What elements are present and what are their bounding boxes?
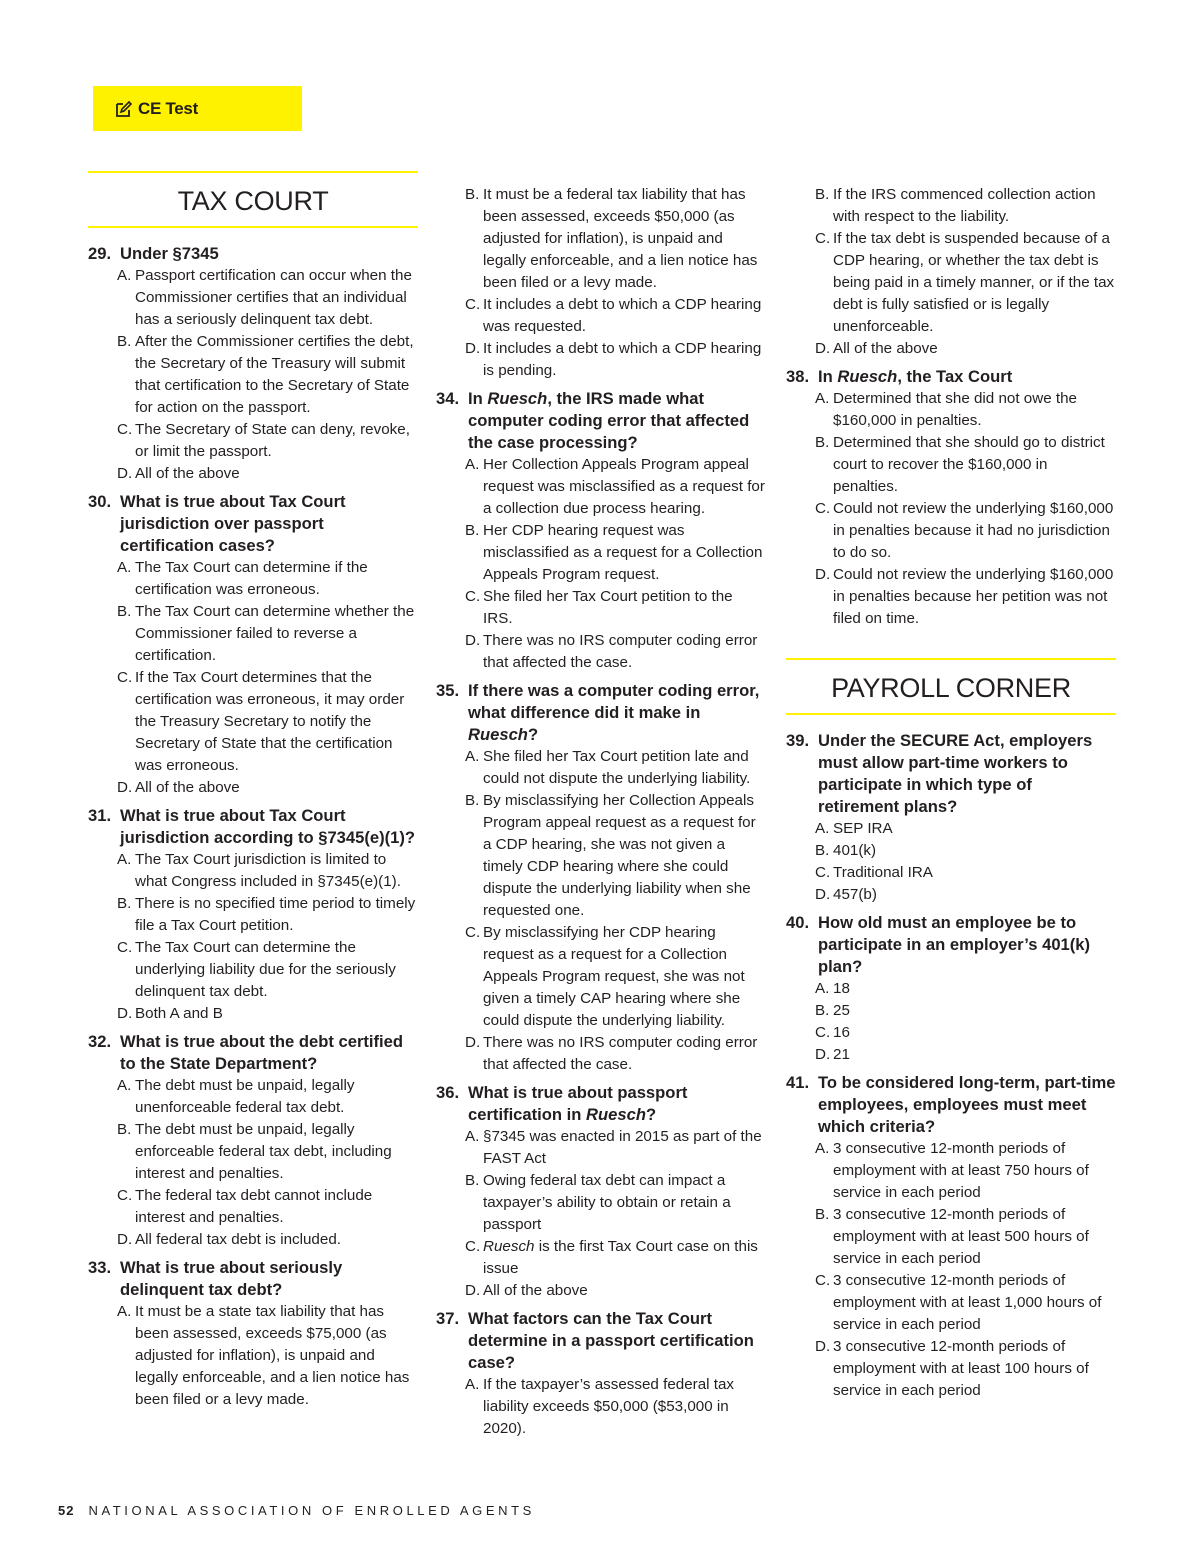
section-title: PAYROLL CORNER	[831, 673, 1071, 703]
answer-option	[88, 1003, 418, 1025]
answer-option	[436, 630, 766, 674]
option-text: If the Tax Court determines that the certification was erroneous, it may order the Treasury Secretary to notify the Secretary of State that the certification was erroneous.	[135, 669, 405, 774]
option-text: The Tax Court can determine the underlying liability due for the seriously delinquent tax debt.	[135, 939, 396, 1000]
question-heading	[88, 1257, 418, 1301]
answer-option	[88, 1301, 418, 1411]
question-text: What is true about Tax Court jurisdiction over passport certification cases?	[120, 492, 346, 555]
answer-option	[436, 1170, 766, 1236]
question-heading	[88, 805, 418, 849]
option-letter: C.	[815, 230, 831, 247]
answer-option	[88, 463, 418, 485]
answer-option	[88, 1229, 418, 1251]
option-text: 401(k)	[833, 842, 877, 859]
option-text: The Secretary of State can deny, revoke, or limit the passport.	[135, 421, 410, 460]
option-letter: D.	[465, 1282, 481, 1299]
answer-option	[436, 790, 766, 922]
answer-option	[436, 184, 766, 294]
question-number: 37.	[436, 1309, 460, 1328]
pencil-square-icon	[115, 100, 133, 118]
column-1	[88, 183, 418, 1417]
option-letter: C.	[815, 1024, 831, 1041]
question-heading	[88, 1031, 418, 1075]
question-text: In Ruesch, the IRS made what computer coding error that affected the case processing?	[468, 389, 750, 452]
answer-option	[88, 849, 418, 893]
answer-option	[436, 1236, 766, 1280]
option-letter: A.	[815, 390, 830, 407]
answer-option	[88, 1075, 418, 1119]
option-text: By misclassifying her CDP hearing request as a request for a Collection Appeals Program request, she was not given a timely CAP hearing where she could dispute the underlying liability.	[483, 924, 745, 1029]
question-34	[436, 388, 766, 674]
answer-option	[786, 564, 1116, 630]
answer-option	[786, 1000, 1116, 1022]
answer-option	[88, 893, 418, 937]
question-33	[88, 1257, 418, 1411]
column-3	[786, 184, 1116, 1408]
answer-option	[786, 1204, 1116, 1270]
option-text: The debt must be unpaid, legally enforceable federal tax debt, including interest and penalties.	[135, 1121, 392, 1182]
option-text: She filed her Tax Court petition late and could not dispute the underlying liability.	[483, 748, 751, 787]
question-31	[88, 805, 418, 1025]
option-letter: B.	[465, 186, 480, 203]
question-36	[436, 1082, 766, 1302]
question-text: Under §7345	[120, 244, 219, 263]
option-letter: C.	[117, 1187, 133, 1204]
question-text: Under the SECURE Act, employers must allow part-time workers to participate in which type of retirement plans?	[818, 731, 1093, 816]
option-letter: A.	[465, 1376, 480, 1393]
answer-option	[436, 1032, 766, 1076]
answer-option	[88, 1119, 418, 1185]
option-text: There was no IRS computer coding error that affected the case.	[483, 632, 758, 671]
question-number: 29.	[88, 244, 112, 263]
option-letter: C.	[465, 588, 481, 605]
question-text: What is true about seriously delinquent tax debt?	[120, 1258, 343, 1299]
option-text: Determined that she should go to district court to recover the $160,000 in penalties.	[833, 434, 1105, 495]
question-text: In Ruesch, the Tax Court	[818, 367, 1013, 386]
option-text: 3 consecutive 12-month periods of employment with at least 750 hours of service in each period	[833, 1140, 1089, 1201]
option-text: 25	[833, 1002, 850, 1019]
question-number: 34.	[436, 389, 460, 408]
option-letter: D.	[117, 779, 133, 796]
option-letter: A.	[117, 1077, 132, 1094]
option-letter: B.	[117, 603, 132, 620]
answer-option	[786, 978, 1116, 1000]
question-number: 31.	[88, 806, 112, 825]
answer-option	[436, 1126, 766, 1170]
question-32	[88, 1031, 418, 1251]
answer-option	[786, 228, 1116, 338]
question-text: What factors can the Tax Court determine in a passport certification case?	[468, 1309, 754, 1372]
option-text: Ruesch is the first Tax Court case on this issue	[483, 1238, 758, 1277]
option-text: It includes a debt to which a CDP hearing is pending.	[483, 340, 762, 379]
question-38	[786, 366, 1116, 630]
option-letter: A.	[465, 748, 480, 765]
option-text: Traditional IRA	[833, 864, 933, 881]
question-text: If there was a computer coding error, what difference did it make in Ruesch?	[468, 681, 760, 744]
option-text: 3 consecutive 12-month periods of employment with at least 500 hours of service in each period	[833, 1206, 1089, 1267]
option-text: 16	[833, 1024, 850, 1041]
question-heading	[88, 243, 418, 265]
question-text: What is true about passport certification in Ruesch?	[468, 1083, 688, 1124]
section-header	[88, 171, 418, 228]
option-text: 21	[833, 1046, 850, 1063]
option-text: 457(b)	[833, 886, 877, 903]
option-letter: C.	[117, 421, 133, 438]
option-text: It must be a federal tax liability that has been assessed, exceeds $50,000 (as adjusted for inflation), is unpaid and legally enforceable, and a lien notice has been filed or a levy made.	[483, 186, 758, 291]
option-text: The Tax Court jurisdiction is limited to what Congress included in §7345(e)(1).	[135, 851, 401, 890]
answer-option	[88, 601, 418, 667]
option-letter: D.	[465, 1034, 481, 1051]
answer-option	[436, 454, 766, 520]
option-text: All of the above	[833, 340, 938, 357]
answer-option	[786, 498, 1116, 564]
option-letter: A.	[117, 559, 132, 576]
answer-option	[88, 331, 418, 419]
option-letter: A.	[815, 820, 830, 837]
option-letter: C.	[465, 1238, 481, 1255]
option-letter: C.	[465, 296, 481, 313]
option-letter: D.	[815, 340, 831, 357]
option-text: SEP IRA	[833, 820, 893, 837]
answer-option	[786, 1336, 1116, 1402]
question-number: 35.	[436, 681, 460, 700]
question-number: 38.	[786, 367, 810, 386]
option-letter: B.	[117, 333, 132, 350]
continued-options	[436, 184, 766, 382]
answer-option	[786, 1044, 1116, 1066]
question-heading	[436, 1308, 766, 1374]
option-text: 18	[833, 980, 850, 997]
question-heading	[786, 1072, 1116, 1138]
option-text: It must be a state tax liability that has been assessed, exceeds $75,000 (as adjusted for inflation), is unpaid and legally enforceable, and a lien notice has been filed or a levy made.	[135, 1303, 410, 1408]
option-text: The debt must be unpaid, legally unenforceable federal tax debt.	[135, 1077, 355, 1116]
section-title: TAX COURT	[177, 186, 329, 216]
answer-option	[786, 184, 1116, 228]
option-letter: D.	[815, 1338, 831, 1355]
question-number: 33.	[88, 1258, 112, 1277]
question-heading	[88, 491, 418, 557]
option-letter: C.	[465, 924, 481, 941]
question-35	[436, 680, 766, 1076]
question-number: 40.	[786, 913, 810, 932]
question-heading	[436, 680, 766, 746]
question-text: What is true about Tax Court jurisdiction according to §7345(e)(1)?	[120, 806, 416, 847]
answer-option	[436, 338, 766, 382]
option-text: Both A and B	[135, 1005, 223, 1022]
question-39	[786, 730, 1116, 906]
option-letter: D.	[815, 1046, 831, 1063]
answer-option	[786, 1022, 1116, 1044]
option-text: 3 consecutive 12-month periods of employment with at least 100 hours of service in each period	[833, 1338, 1089, 1399]
option-letter: A.	[815, 980, 830, 997]
question-29	[88, 243, 418, 485]
option-text: She filed her Tax Court petition to the IRS.	[483, 588, 733, 627]
option-letter: B.	[815, 434, 830, 451]
answer-option	[436, 746, 766, 790]
option-letter: B.	[117, 895, 132, 912]
option-letter: B.	[815, 842, 830, 859]
answer-option	[88, 777, 418, 799]
option-letter: D.	[117, 1231, 133, 1248]
option-text: There is no specified time period to timely file a Tax Court petition.	[135, 895, 416, 934]
option-letter: B.	[465, 1172, 480, 1189]
answer-option	[88, 557, 418, 601]
option-letter: B.	[465, 792, 480, 809]
question-41	[786, 1072, 1116, 1402]
option-text: 3 consecutive 12-month periods of employment with at least 1,000 hours of service in each period	[833, 1272, 1102, 1333]
option-text: Her Collection Appeals Program appeal request was misclassified as a request for a collection due process hearing.	[483, 456, 765, 517]
option-text: By misclassifying her Collection Appeals Program appeal request as a request for a CDP hearing, she was not given a timely CDP hearing where she could dispute the underlying liability when she requested one.	[483, 792, 756, 919]
question-30	[88, 491, 418, 799]
question-number: 32.	[88, 1032, 112, 1051]
option-text: If the tax debt is suspended because of a CDP hearing, or whether the tax debt is being paid in a timely manner, or if the tax debt is fully satisfied or is legally unenforceable.	[833, 230, 1115, 335]
answer-option	[786, 388, 1116, 432]
page-number: 52	[58, 1503, 75, 1518]
option-letter: C.	[815, 1272, 831, 1289]
question-heading	[786, 366, 1116, 388]
question-heading	[436, 1082, 766, 1126]
column-2	[436, 184, 766, 1446]
option-text: All of the above	[483, 1282, 588, 1299]
option-letter: A.	[117, 851, 132, 868]
question-heading	[436, 388, 766, 454]
section-header	[786, 658, 1116, 715]
answer-option	[436, 586, 766, 630]
option-text: The federal tax debt cannot include interest and penalties.	[135, 1187, 373, 1226]
publication-name: NATIONAL ASSOCIATION OF ENROLLED AGENTS	[88, 1503, 535, 1518]
answer-option	[786, 862, 1116, 884]
option-letter: D.	[117, 1005, 133, 1022]
option-letter: D.	[815, 566, 831, 583]
option-text: It includes a debt to which a CDP hearing was requested.	[483, 296, 762, 335]
answer-option	[436, 1374, 766, 1440]
option-text: All federal tax debt is included.	[135, 1231, 341, 1248]
answer-option	[786, 338, 1116, 360]
option-letter: A.	[815, 1140, 830, 1157]
question-40	[786, 912, 1116, 1066]
question-number: 36.	[436, 1083, 460, 1102]
answer-option	[88, 265, 418, 331]
badge-label: CE Test	[138, 98, 198, 118]
option-letter: A.	[117, 267, 132, 284]
option-text: If the IRS commenced collection action with respect to the liability.	[833, 186, 1096, 225]
option-letter: C.	[117, 669, 133, 686]
option-letter: B.	[815, 1206, 830, 1223]
option-text: There was no IRS computer coding error that affected the case.	[483, 1034, 758, 1073]
option-letter: B.	[815, 186, 830, 203]
question-text: What is true about the debt certified to the State Department?	[120, 1032, 404, 1073]
option-text: Could not review the underlying $160,000 in penalties because it had no jurisdiction to do so.	[833, 500, 1114, 561]
option-letter: B.	[117, 1121, 132, 1138]
option-text: Her CDP hearing request was misclassified as a request for a Collection Appeals Program request.	[483, 522, 763, 583]
option-letter: D.	[815, 886, 831, 903]
option-text: Determined that she did not owe the $160,000 in penalties.	[833, 390, 1077, 429]
answer-option	[436, 520, 766, 586]
question-number: 41.	[786, 1073, 810, 1092]
page-footer	[58, 1503, 535, 1518]
option-text: All of the above	[135, 465, 240, 482]
question-heading	[786, 912, 1116, 978]
answer-option	[436, 294, 766, 338]
option-letter: D.	[465, 632, 481, 649]
question-number: 39.	[786, 731, 810, 750]
answer-option	[786, 818, 1116, 840]
option-letter: B.	[465, 522, 480, 539]
answer-option	[786, 884, 1116, 906]
question-text: To be considered long-term, part-time employees, employees must meet which criteria?	[818, 1073, 1116, 1136]
option-text: The Tax Court can determine whether the Commissioner failed to reverse a certification.	[135, 603, 415, 664]
answer-option	[786, 840, 1116, 862]
option-text: Owing federal tax debt can impact a taxpayer’s ability to obtain or retain a passport	[483, 1172, 731, 1233]
option-letter: B.	[815, 1002, 830, 1019]
question-number: 30.	[88, 492, 112, 511]
option-text: Passport certification can occur when the Commissioner certifies that an individual has a seriously delinquent tax debt.	[135, 267, 412, 328]
ce-test-badge	[93, 86, 302, 131]
option-letter: D.	[465, 340, 481, 357]
option-text: If the taxpayer’s assessed federal tax liability exceeds $50,000 ($53,000 in 2020).	[483, 1376, 735, 1437]
answer-option	[88, 667, 418, 777]
answer-option	[88, 1185, 418, 1229]
answer-option	[436, 1280, 766, 1302]
question-text: How old must an employee be to participate in an employer’s 401(k) plan?	[818, 913, 1091, 976]
option-text: After the Commissioner certifies the debt, the Secretary of the Treasury will submit that certification to the Secretary of State for action on the passport.	[135, 333, 414, 416]
option-letter: C.	[815, 500, 831, 517]
option-letter: A.	[465, 456, 480, 473]
option-letter: A.	[117, 1303, 132, 1320]
option-letter: C.	[117, 939, 133, 956]
option-text: The Tax Court can determine if the certification was erroneous.	[135, 559, 368, 598]
answer-option	[436, 922, 766, 1032]
option-letter: A.	[465, 1128, 480, 1145]
option-letter: D.	[117, 465, 133, 482]
answer-option	[786, 1270, 1116, 1336]
answer-option	[88, 937, 418, 1003]
answer-option	[786, 432, 1116, 498]
option-letter: C.	[815, 864, 831, 881]
answer-option	[88, 419, 418, 463]
question-37	[436, 1308, 766, 1440]
question-heading	[786, 730, 1116, 818]
option-text: All of the above	[135, 779, 240, 796]
answer-option	[786, 1138, 1116, 1204]
option-text: Could not review the underlying $160,000 in penalties because her petition was not filed on time.	[833, 566, 1114, 627]
option-text: §7345 was enacted in 2015 as part of the FAST Act	[483, 1128, 762, 1167]
continued-options	[786, 184, 1116, 360]
